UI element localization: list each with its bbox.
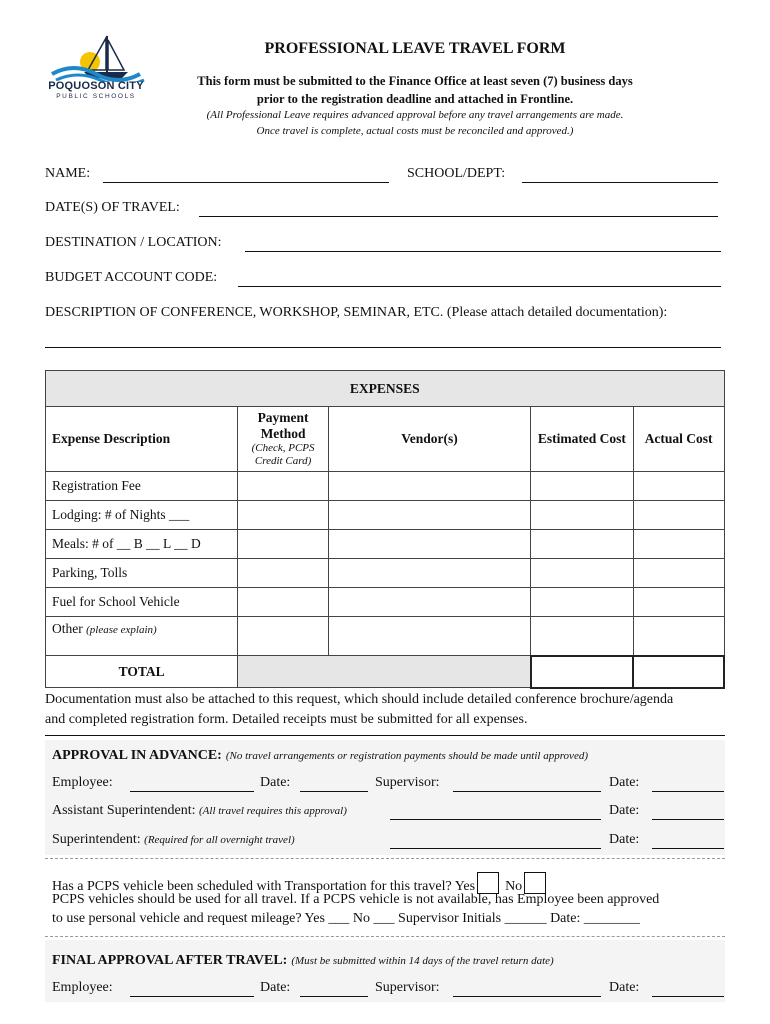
approval-advance-heading — [52, 746, 588, 764]
expense-label: Parking, Tolls — [46, 559, 238, 588]
dates-label: DATE(S) OF TRAVEL: — [45, 200, 180, 215]
expense-label-other — [46, 617, 238, 656]
table-row — [46, 530, 725, 559]
district-logo — [44, 34, 148, 104]
destination-label: DESTINATION / LOCATION: — [45, 235, 222, 250]
col-estimated-cost: Estimated Cost — [531, 407, 634, 472]
budget-label: BUDGET ACCOUNT CODE: — [45, 270, 218, 285]
superintendent-signature-input[interactable] — [390, 831, 601, 849]
budget-input[interactable] — [238, 269, 721, 287]
vendor-cell[interactable] — [328, 588, 530, 617]
table-row — [46, 501, 725, 530]
italic-line-1: (All Professional Leave requires advanced approval before any travel arrangements are made. — [206, 109, 624, 121]
vehicle-policy-line: PCPS vehicles should be used for all travel. If a PCPS vehicle is not available, has Employee been approved — [52, 892, 660, 907]
vendor-cell[interactable] — [328, 617, 530, 656]
expenses-table — [45, 370, 725, 689]
expense-label: Registration Fee — [46, 472, 238, 501]
date-label: Date: — [609, 980, 640, 995]
total-estimated-cell[interactable] — [531, 656, 634, 688]
table-row — [46, 588, 725, 617]
description-label: DESCRIPTION OF CONFERENCE, WORKSHOP, SEMINAR, ETC. (Please attach detailed documentation): — [45, 305, 668, 320]
notice-line-1: This form must be submitted to the Finance Office at least seven (7) business days — [197, 74, 633, 88]
expenses-title: EXPENSES — [46, 371, 725, 407]
final-employee-date-input[interactable] — [300, 979, 368, 997]
table-row — [46, 472, 725, 501]
table-row — [46, 617, 725, 656]
final-supervisor-signature-input[interactable] — [453, 979, 601, 997]
final-employee-signature-input[interactable] — [130, 979, 254, 997]
name-input[interactable] — [103, 165, 389, 183]
payment-cell[interactable] — [238, 530, 329, 559]
final-approval-note: (Must be submitted within 14 days of the travel return date) — [291, 955, 554, 967]
actual-cell[interactable] — [633, 559, 724, 588]
expense-label: Fuel for School Vehicle — [46, 588, 238, 617]
yes-checkbox[interactable] — [477, 872, 499, 894]
actual-cell[interactable] — [633, 617, 724, 656]
no-label: No — [505, 879, 523, 894]
expense-label: Lodging: # of Nights ___ — [46, 501, 238, 530]
supervisor-label: Supervisor: — [375, 775, 440, 790]
submission-notice — [150, 72, 680, 108]
superintendent-label — [52, 832, 295, 848]
asst-superintendent-signature-input[interactable] — [390, 802, 601, 820]
vendor-cell[interactable] — [328, 530, 530, 559]
personal-vehicle-line: to use personal vehicle and request mileage? Yes ___ No ___ Supervisor Initials ______ Date: ________ — [52, 911, 640, 926]
dashed-divider — [45, 936, 725, 937]
dashed-divider — [45, 858, 725, 859]
table-row — [46, 559, 725, 588]
date-label: Date: — [609, 775, 640, 790]
asst-superintendent-date-input[interactable] — [652, 802, 724, 820]
employee-label: Employee: — [52, 980, 113, 995]
final-approval-heading — [52, 951, 554, 969]
payment-method-label: Payment Method — [257, 410, 309, 441]
col-vendors: Vendor(s) — [328, 407, 530, 472]
employee-label: Employee: — [52, 775, 113, 790]
payment-cell[interactable] — [238, 472, 329, 501]
estimated-cell[interactable] — [531, 617, 634, 656]
actual-cell[interactable] — [633, 588, 724, 617]
expense-label: Meals: # of __ B __ L __ D — [46, 530, 238, 559]
vehicle-question-text: Has a PCPS vehicle been scheduled with Transportation for this travel? Yes — [52, 879, 476, 894]
approval-notice — [150, 107, 680, 139]
col-actual-cost: Actual Cost — [633, 407, 724, 472]
total-shaded-cell — [238, 656, 531, 688]
logo-name: POQUOSON CITY — [48, 80, 144, 92]
total-actual-cell[interactable] — [633, 656, 724, 688]
col-payment-method — [238, 407, 329, 472]
date-label: Date: — [609, 832, 640, 847]
supervisor-date-input[interactable] — [652, 774, 724, 792]
employee-date-input[interactable] — [300, 774, 368, 792]
supervisor-label: Supervisor: — [375, 980, 440, 995]
form-title: PROFESSIONAL LEAVE TRAVEL FORM — [264, 40, 566, 57]
estimated-cell[interactable] — [531, 472, 634, 501]
superintendent-date-input[interactable] — [652, 831, 724, 849]
asst-superintendent-text: Assistant Superintendent: — [52, 803, 196, 818]
divider — [45, 735, 725, 736]
date-label: Date: — [260, 775, 291, 790]
total-row — [46, 656, 725, 688]
documentation-line-2: and completed registration form. Detailed receipts must be submitted for all expenses. — [45, 712, 528, 727]
notice-line-2: prior to the registration deadline and attached in Frontline. — [256, 92, 574, 106]
actual-cell[interactable] — [633, 530, 724, 559]
school-label: SCHOOL/DEPT: — [407, 166, 506, 181]
payment-cell[interactable] — [238, 501, 329, 530]
final-supervisor-date-input[interactable] — [652, 979, 724, 997]
actual-cell[interactable] — [633, 501, 724, 530]
supervisor-signature-input[interactable] — [453, 774, 601, 792]
estimated-cell[interactable] — [531, 588, 634, 617]
name-label: NAME: — [45, 166, 91, 181]
employee-signature-input[interactable] — [130, 774, 254, 792]
asst-superintendent-label — [52, 803, 347, 819]
estimated-cell[interactable] — [531, 501, 634, 530]
description-input[interactable] — [45, 330, 721, 348]
expenses-header-row — [46, 407, 725, 472]
no-checkbox[interactable] — [524, 872, 546, 894]
date-label: Date: — [609, 803, 640, 818]
payment-cell[interactable] — [238, 559, 329, 588]
col-expense-description: Expense Description — [46, 407, 238, 472]
date-label: Date: — [260, 980, 291, 995]
school-input[interactable] — [522, 165, 718, 183]
italic-line-2: Once travel is complete, actual costs must be reconciled and approved.) — [256, 125, 574, 137]
approval-advance-title: APPROVAL IN ADVANCE: — [52, 748, 222, 763]
payment-method-note: (Check, PCPS Credit Card) — [251, 442, 315, 467]
payment-cell[interactable] — [238, 617, 329, 656]
estimated-cell[interactable] — [531, 559, 634, 588]
sailboat-icon — [44, 34, 148, 82]
asst-superintendent-note: (All travel requires this approval) — [199, 805, 347, 817]
vendor-cell[interactable] — [328, 501, 530, 530]
destination-input[interactable] — [245, 234, 721, 252]
superintendent-note: (Required for all overnight travel) — [144, 834, 295, 846]
documentation-note — [45, 690, 735, 730]
estimated-cell[interactable] — [531, 530, 634, 559]
documentation-line-1: Documentation must also be attached to this request, which should include detailed conference brochure/agenda — [45, 692, 674, 707]
vendor-cell[interactable] — [328, 559, 530, 588]
final-approval-title: FINAL APPROVAL AFTER TRAVEL: — [52, 953, 288, 968]
payment-cell[interactable] — [238, 588, 329, 617]
actual-cell[interactable] — [633, 472, 724, 501]
total-label: TOTAL — [46, 656, 238, 688]
dates-input[interactable] — [199, 199, 718, 217]
logo-subtitle: PUBLIC SCHOOLS — [56, 93, 136, 100]
other-label: Other — [52, 621, 83, 636]
vendor-cell[interactable] — [328, 472, 530, 501]
approval-advance-note: (No travel arrangements or registration payments should be made until approved) — [225, 750, 588, 762]
superintendent-text: Superintendent: — [52, 832, 141, 847]
other-note: (please explain) — [86, 624, 157, 636]
